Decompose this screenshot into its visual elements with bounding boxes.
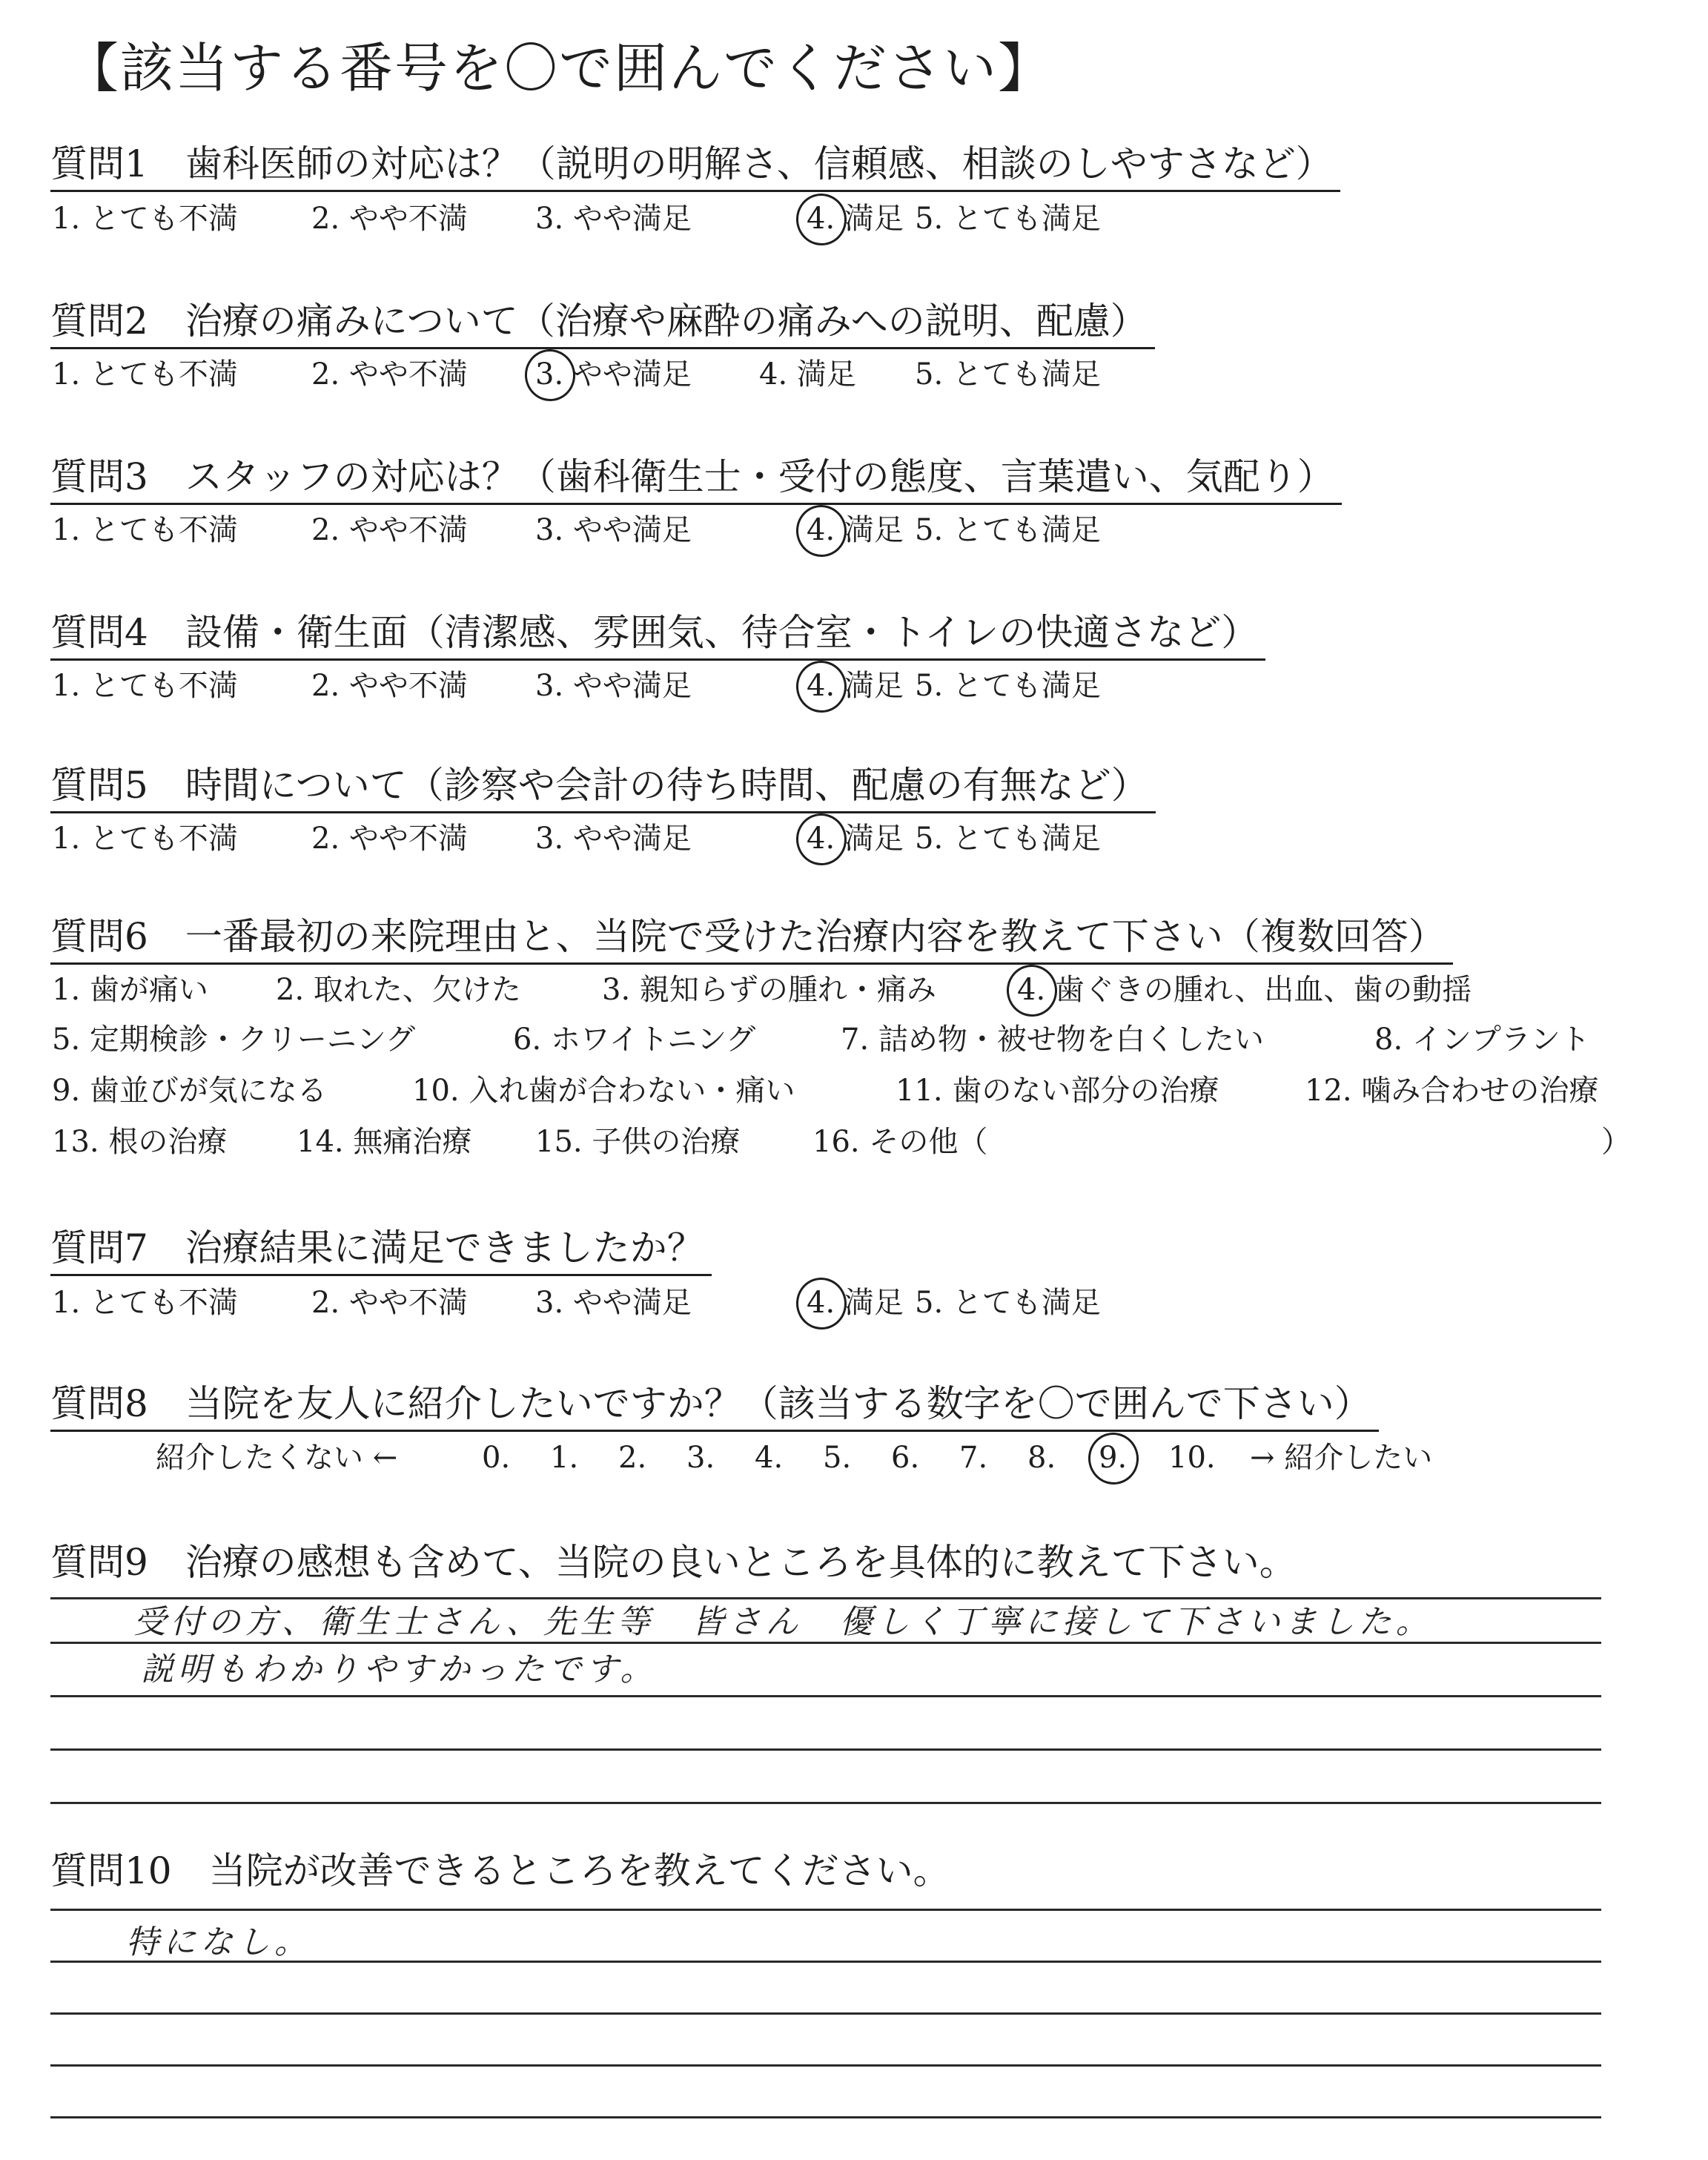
q6-option-4-circled[interactable]: 4. 歯ぐきの腫れ、出血、歯の動揺 (1017, 968, 1472, 1012)
question-4-label: 質問4 (50, 611, 148, 654)
q9-handwritten-answer-1: 受付の方、衛生士さん、先生等 皆さん 優しく丁寧に接して下さいました。 (133, 1603, 1433, 1641)
q6-option-14[interactable]: 14. 無痛治療 (297, 1125, 472, 1159)
q6-option-7[interactable]: 7. 詰め物・被せ物を白くしたい (841, 1023, 1264, 1057)
q4-option-3[interactable]: 3. やや満足 (535, 669, 692, 703)
q6-option-1[interactable]: 1. 歯が痛い (52, 973, 208, 1007)
q9-answer-line (50, 1748, 1601, 1751)
question-9-title (50, 1536, 1304, 1588)
question-6-title (50, 911, 1453, 965)
q2-option-1[interactable]: 1. とても不満 (52, 357, 238, 392)
question-10-title (50, 1845, 958, 1897)
question-7-label: 質問7 (50, 1226, 148, 1269)
question-5-text: 時間について（診察や会計の待ち時間、配慮の有無など） (185, 764, 1148, 807)
question-7-text: 治療結果に満足できましたか？ (185, 1226, 704, 1269)
q5-option-4-circled[interactable]: 4. 満足 (807, 816, 904, 861)
q3-option-4-circled[interactable]: 4. 満足 (807, 508, 904, 552)
question-8-title (50, 1378, 1379, 1432)
q8-score-3[interactable]: 3. (686, 1441, 715, 1475)
q8-score-10[interactable]: 10. (1168, 1441, 1216, 1475)
q3-option-1[interactable]: 1. とても不満 (52, 513, 238, 547)
q8-score-5[interactable]: 5. (823, 1441, 852, 1475)
q2-option-2[interactable]: 2. やや不満 (311, 357, 468, 392)
q1-option-5[interactable]: 5. とても満足 (915, 202, 1101, 236)
q6-option-10[interactable]: 10. 入れ歯が合わない・痛い (412, 1074, 795, 1108)
q6-option-12[interactable]: 12. 噛み合わせの治療 (1305, 1074, 1599, 1108)
q4-option-4-circled[interactable]: 4. 満足 (807, 664, 904, 708)
q6-option-5[interactable]: 5. 定期検診・クリーニング (52, 1023, 416, 1057)
q9-handwritten-answer-2: 説明もわかりやすかったです。 (141, 1651, 658, 1688)
question-3-label: 質問3 (50, 455, 148, 498)
question-2-text: 治療の痛みについて（治療や麻酔の痛みへの説明、配慮） (185, 300, 1148, 343)
q5-option-2[interactable]: 2. やや不満 (311, 822, 468, 856)
question-5-label: 質問5 (50, 764, 148, 807)
q4-option-2[interactable]: 2. やや不満 (311, 669, 468, 703)
q1-option-3[interactable]: 3. やや満足 (535, 202, 692, 236)
q6-option-13[interactable]: 13. 根の治療 (52, 1125, 228, 1159)
q9-answer-line (50, 1597, 1601, 1599)
q3-option-3[interactable]: 3. やや満足 (535, 513, 692, 547)
q8-score-7[interactable]: 7. (959, 1441, 988, 1475)
q8-left-label: 紹介したくない ← (156, 1441, 398, 1475)
q9-answer-line (50, 1802, 1601, 1804)
q3-option-2[interactable]: 2. やや不満 (311, 513, 468, 547)
q10-answer-line (50, 2064, 1601, 2067)
q8-score-6[interactable]: 6. (891, 1441, 920, 1475)
q6-option-15[interactable]: 15. 子供の治療 (535, 1125, 741, 1159)
question-10-label: 質問10 (50, 1849, 172, 1892)
question-6-text: 一番最初の来院理由と、当院で受けた治療内容を教えて下さい（複数回答） (185, 915, 1446, 958)
question-2-label: 質問2 (50, 300, 148, 343)
q6-option-9[interactable]: 9. 歯並びが気になる (52, 1074, 327, 1108)
q6-option-3[interactable]: 3. 親知らずの腫れ・痛み (602, 973, 936, 1007)
question-7-title (50, 1222, 712, 1276)
q8-score-8[interactable]: 8. (1027, 1441, 1056, 1475)
question-2-title (50, 295, 1155, 349)
question-4-text: 設備・衛生面（清潔感、雰囲気、待合室・トイレの快適さなど） (185, 611, 1259, 654)
question-3-title (50, 451, 1342, 505)
q8-score-0[interactable]: 0. (482, 1441, 511, 1475)
q10-answer-line (50, 2116, 1601, 2118)
q5-option-1[interactable]: 1. とても不満 (52, 822, 238, 856)
q6-option-16-close-paren: ） (1601, 1125, 1631, 1159)
question-1-title (50, 138, 1340, 192)
q8-score-9-circled[interactable]: 9. (1099, 1436, 1127, 1480)
question-1-label: 質問1 (50, 142, 148, 185)
question-10-text: 当院が改善できるところを教えてください。 (208, 1849, 950, 1892)
q1-option-1[interactable]: 1. とても不満 (52, 202, 238, 236)
q5-option-5[interactable]: 5. とても満足 (915, 822, 1101, 856)
question-3-text: スタッフの対応は？（歯科衛生士・受付の態度、言葉遣い、気配り） (185, 455, 1334, 498)
question-8-label: 質問8 (50, 1382, 148, 1425)
q1-option-2[interactable]: 2. やや不満 (311, 202, 468, 236)
q2-option-4[interactable]: 4. 満足 (759, 357, 856, 392)
question-4-title (50, 607, 1265, 661)
q2-option-3-circled[interactable]: 3. やや満足 (535, 352, 692, 397)
q10-answer-line (50, 2012, 1601, 2015)
q6-option-16[interactable]: 16. その他（ (812, 1125, 988, 1159)
q9-answer-line (50, 1695, 1601, 1697)
question-8-text: 当院を友人に紹介したいですか？（該当する数字を〇で囲んで下さい） (185, 1382, 1371, 1425)
q1-option-4-circled[interactable]: 4. 満足 (807, 196, 904, 241)
question-6-label: 質問6 (50, 915, 148, 958)
question-9-label: 質問9 (50, 1541, 148, 1584)
q7-option-2[interactable]: 2. やや不満 (311, 1286, 468, 1320)
q7-option-1[interactable]: 1. とても不満 (52, 1286, 238, 1320)
q6-option-8[interactable]: 8. インプラント (1374, 1023, 1590, 1057)
q5-option-3[interactable]: 3. やや満足 (535, 822, 692, 856)
q8-score-1[interactable]: 1. (550, 1441, 579, 1475)
q3-option-5[interactable]: 5. とても満足 (915, 513, 1101, 547)
q6-option-2[interactable]: 2. 取れた、欠けた (276, 973, 521, 1007)
question-1-text: 歯科医師の対応は？（説明の明解さ、信頼感、相談のしやすさなど） (185, 142, 1333, 185)
q7-option-5[interactable]: 5. とても満足 (915, 1286, 1101, 1320)
q10-handwritten-answer-1: 特になし。 (126, 1923, 311, 1961)
q8-score-4[interactable]: 4. (755, 1441, 784, 1475)
question-9-text: 治療の感想も含めて、当院の良いところを具体的に教えて下さい。 (185, 1541, 1297, 1584)
q4-option-5[interactable]: 5. とても満足 (915, 669, 1101, 703)
question-5-title (50, 759, 1156, 813)
q8-right-label: → 紹介したい (1250, 1441, 1433, 1475)
q6-option-6[interactable]: 6. ホワイトニング (513, 1023, 756, 1057)
q2-option-5[interactable]: 5. とても満足 (915, 357, 1101, 392)
q4-option-1[interactable]: 1. とても不満 (52, 669, 238, 703)
q7-option-3[interactable]: 3. やや満足 (535, 1286, 692, 1320)
q6-option-11[interactable]: 11. 歯のない部分の治療 (896, 1074, 1219, 1108)
q8-score-2[interactable]: 2. (618, 1441, 647, 1475)
page-title: 【該当する番号を〇で囲んでください】 (65, 37, 1053, 99)
q10-answer-line (50, 1909, 1601, 1911)
q7-option-4-circled[interactable]: 4. 満足 (807, 1281, 904, 1325)
